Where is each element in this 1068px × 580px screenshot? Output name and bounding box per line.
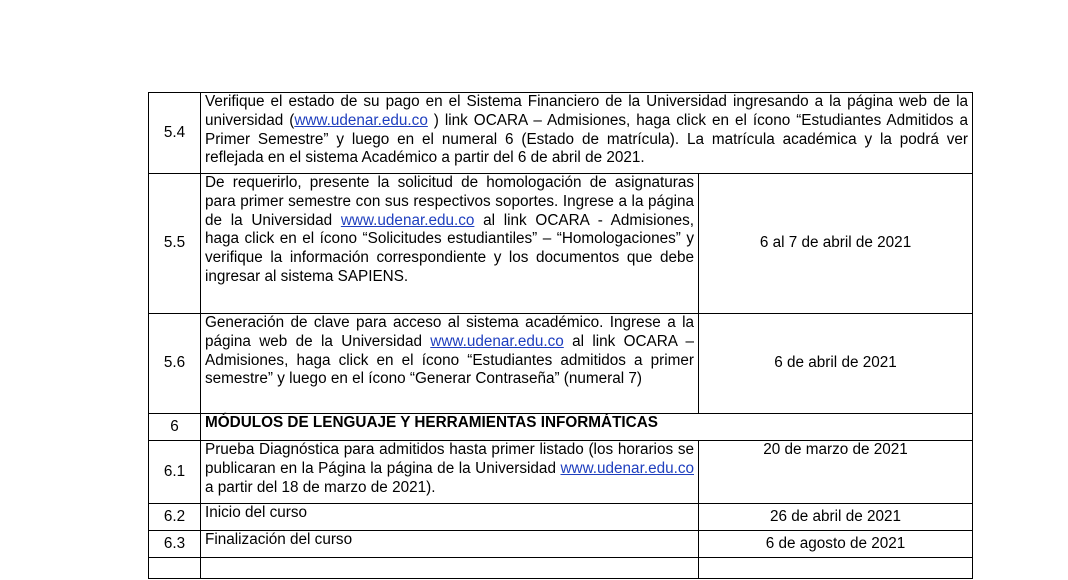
text-part: ) link OCARA – Admisiones, haga click en el ícono “Estudiantes Admitidos a Primer Semestre” y luego en el numeral 6 (Estado de matrícula). La matrícula académica y la podrá ver reflejada en el sistema Académico a partir del 6 de abril de 2021.: [205, 111, 969, 167]
table-row: [149, 504, 973, 531]
empty-cell: [201, 558, 699, 579]
udenar-link[interactable]: www.udenar.edu.co: [430, 332, 564, 350]
udenar-link[interactable]: www.udenar.edu.co: [560, 459, 694, 477]
schedule-table: [148, 92, 973, 579]
row-description: [201, 174, 699, 314]
udenar-link[interactable]: www.udenar.edu.co: [294, 111, 428, 129]
row-number: 6.2: [149, 504, 201, 531]
empty-cell: [149, 558, 201, 579]
row-description: [201, 93, 973, 174]
row-number: 6.1: [149, 441, 201, 504]
table-row: [149, 174, 973, 314]
row-description: [201, 314, 699, 414]
udenar-link[interactable]: www.udenar.edu.co: [340, 211, 475, 229]
table-row: [149, 414, 973, 441]
text-part: Prueba Diagnóstica para admitidos hasta primer listado (los horarios se publicaran en la Página la página de la Universidad: [205, 441, 694, 477]
row-date: 6 de agosto de 2021: [699, 531, 973, 558]
row-date: 20 de marzo de 2021: [699, 441, 973, 504]
row-date: 6 al 7 de abril de 2021: [699, 174, 973, 314]
table-row-partial: [149, 558, 973, 579]
text-part: a partir del 18 de marzo de 2021).: [205, 478, 436, 496]
table-row: [149, 93, 973, 174]
table-row: [149, 441, 973, 504]
table-row: [149, 314, 973, 414]
row-number: 6: [149, 414, 201, 441]
row-number: 5.5: [149, 174, 201, 314]
table-row: [149, 531, 973, 558]
row-number: 5.6: [149, 314, 201, 414]
row-number: 6.3: [149, 531, 201, 558]
row-description: [201, 441, 699, 504]
text-part: Verifique el estado de su pago en el Sistema Financiero de la Universidad ingresando a la página web de la universidad (: [205, 93, 969, 129]
text-part: Generación de clave para acceso al sistema académico. Ingrese a la página web de la Universidad: [205, 314, 694, 350]
row-date: 26 de abril de 2021: [699, 504, 973, 531]
row-description: Finalización del curso: [201, 531, 699, 558]
text-part: De requerirlo, presente la solicitud de homologación de asignaturas para primer semestre con sus respectivos soportes. Ingrese a la página de la Universidad: [205, 174, 694, 229]
section-heading: MÓDULOS DE LENGUAJE Y HERRAMIENTAS INFORMÁTICAS: [201, 414, 973, 441]
row-description: Inicio del curso: [201, 504, 699, 531]
row-number: 5.4: [149, 93, 201, 174]
text-part: al link OCARA – Admisiones, haga click en el ícono “Estudiantes admitidos a primer semestre” y luego en el ícono “Generar Contraseña” (numeral 7): [205, 332, 694, 388]
empty-cell: [699, 558, 973, 579]
row-date: 6 de abril de 2021: [699, 314, 973, 414]
text-part: al link OCARA - Admisiones, haga click en el ícono “Solicitudes estudiantiles” – “Homologaciones” y verifique la información correspondiente y los documentos que debe ingresar al sistema SAPIENS.: [205, 211, 694, 285]
